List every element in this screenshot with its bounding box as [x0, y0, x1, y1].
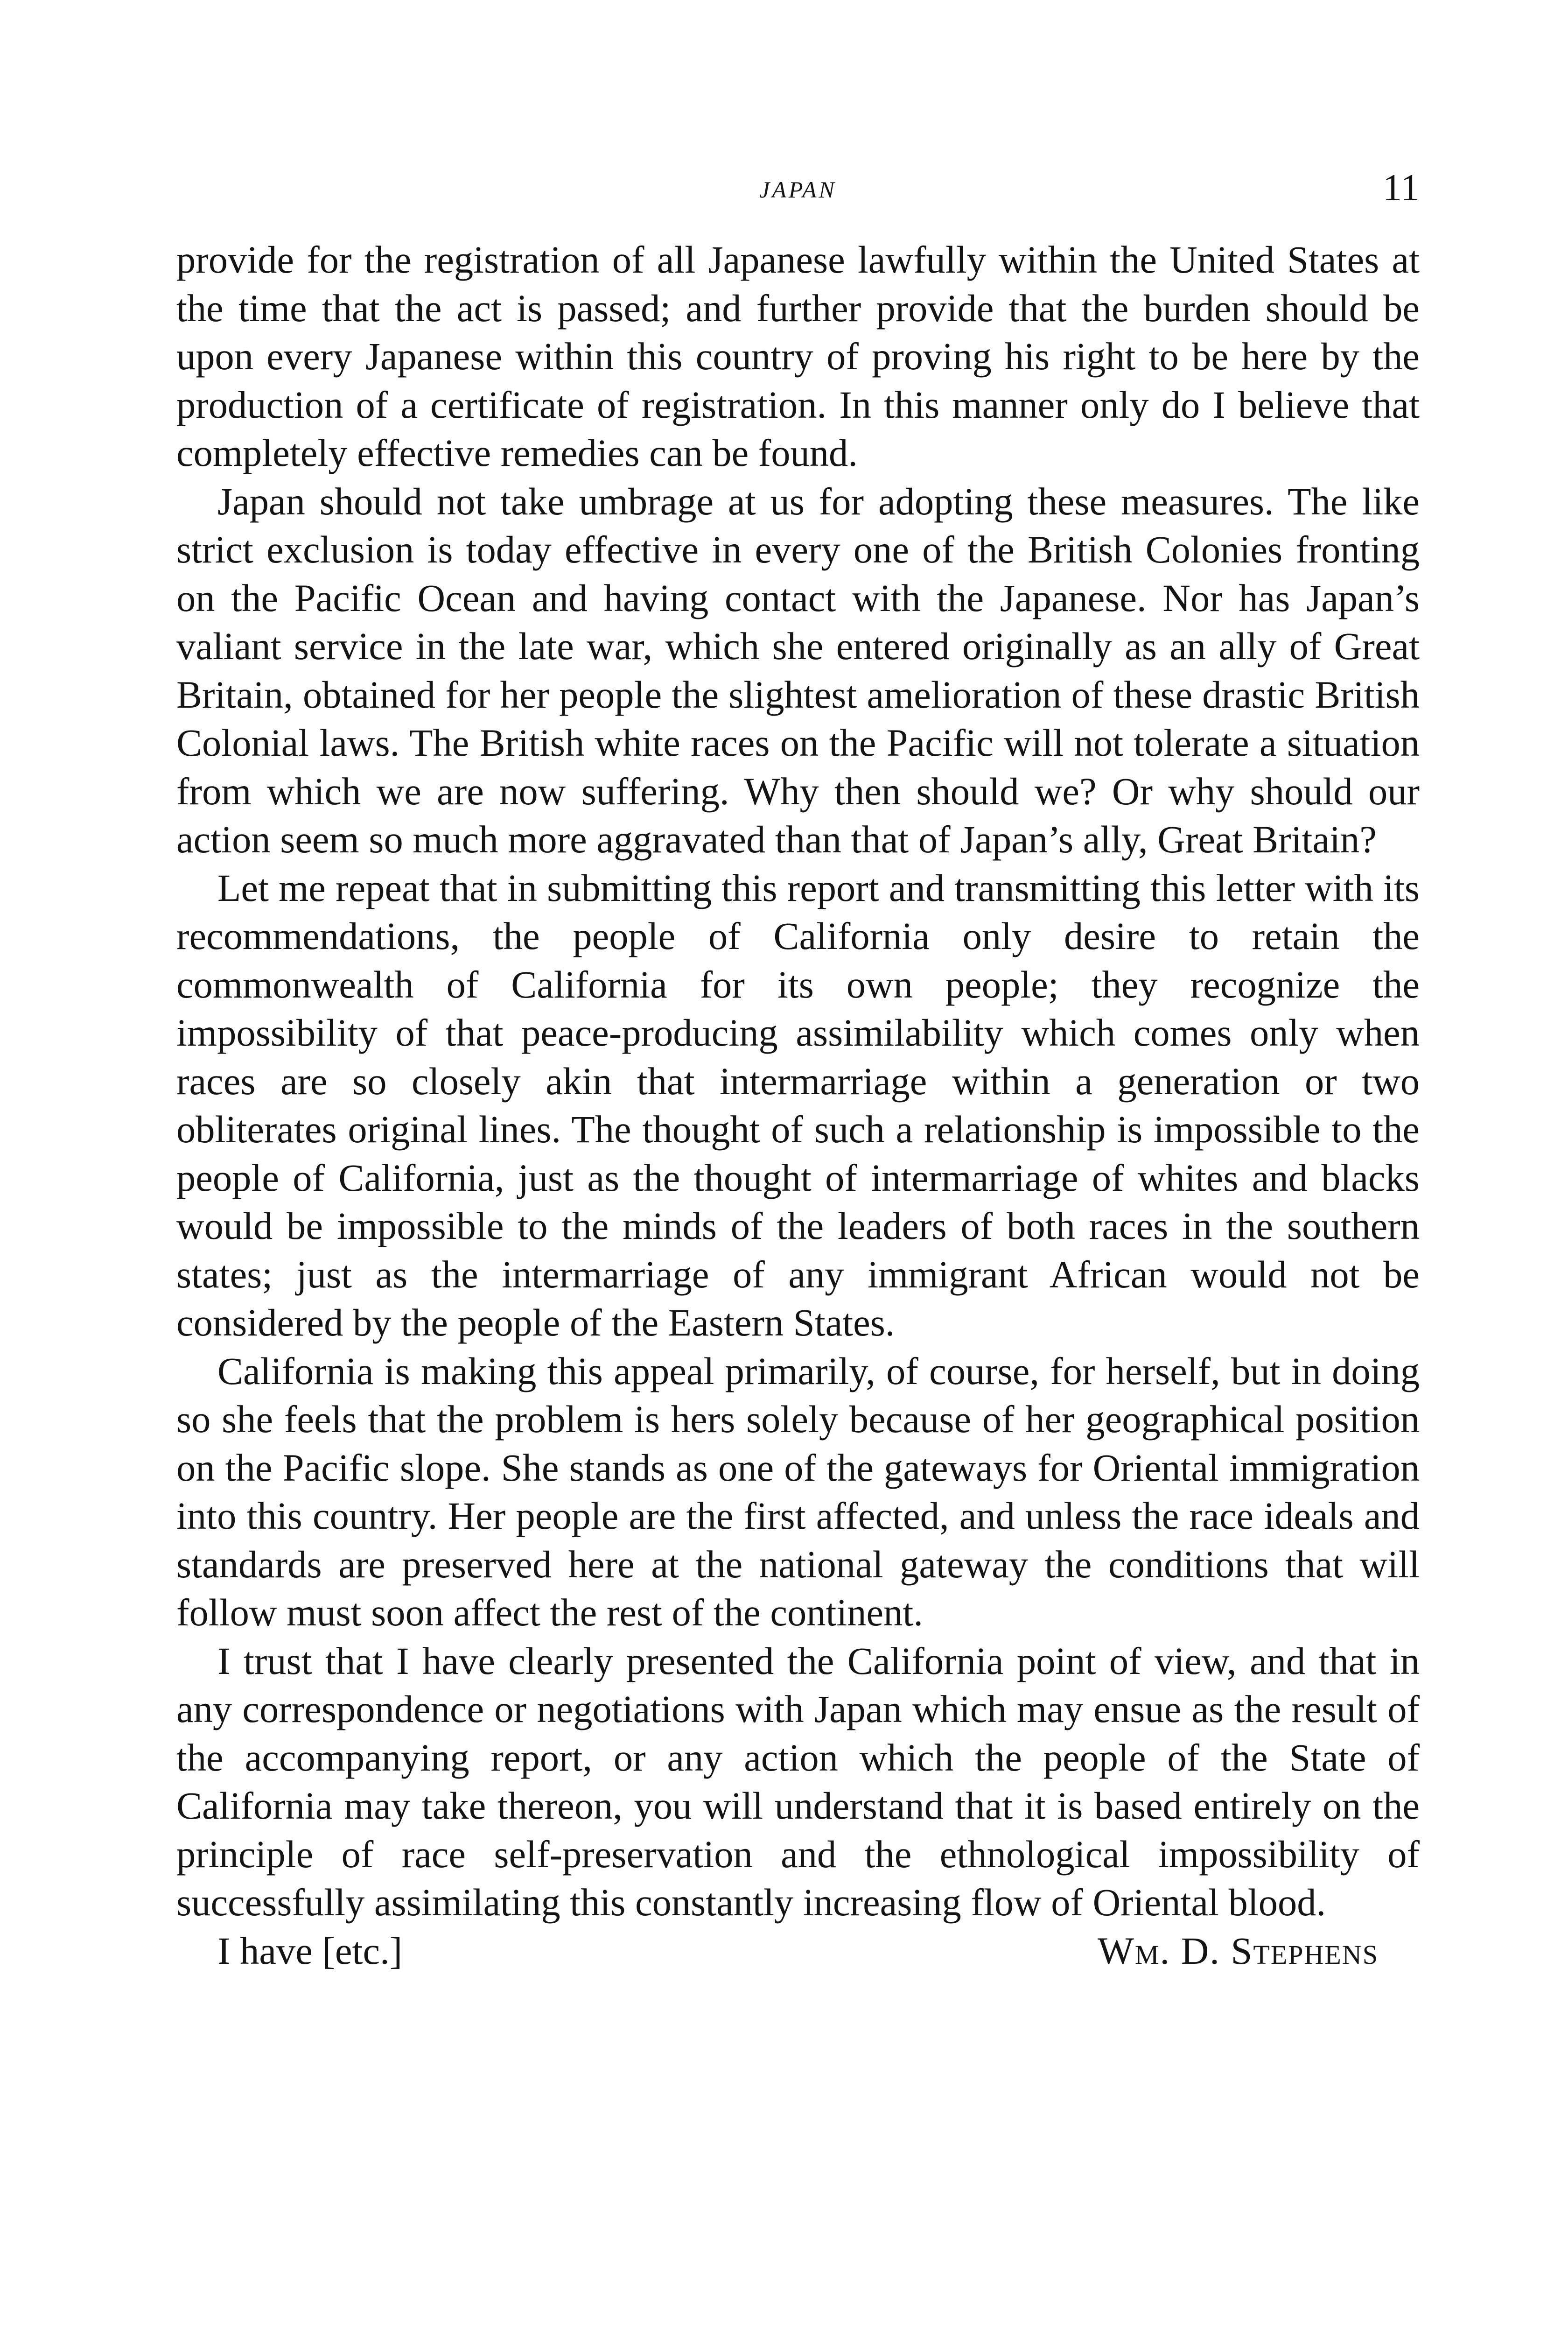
document-page: [176, 166, 1420, 1975]
signature: Wm. D. Stephens: [1098, 1929, 1379, 1972]
running-head: [176, 166, 1420, 212]
page-number: 11: [1383, 166, 1420, 209]
body-text: [176, 236, 1420, 1927]
closing-phrase: I have [etc.]: [217, 1929, 403, 1972]
paragraph-3: Let me repeat that in submitting this report and transmitting this letter with its recommendations, the people of California only desire to retain the commonwealth of California for its own people; they recognize the impossibility of that peace-producing assimilability which comes only when races are so closely akin that intermarriage within a generation or two obliterates original lines. The thought of such a relationship is impossible to the people of California, just as the thought of intermarriage of whites and blacks would be impossible to the minds of the leaders of both races in the southern states; just as the intermarriage of any immigrant African would not be considered by the people of the Eastern States.: [176, 866, 1420, 1344]
running-head-title: JAPAN: [759, 176, 837, 203]
letter-closing: [176, 1927, 1420, 1975]
paragraph-5: I trust that I have clearly presented the California point of view, and that in any correspondence or negotiations with Japan which may ensue as the result of the accompanying report, or any action which the people of the State of California may take thereon, you will understand that it is based entirely on the principle of race self-preservation and the ethnological impossibility of successfully assimilating this constantly increasing flow of Oriental blood.: [176, 1639, 1420, 1924]
paragraph-1: provide for the registration of all Japanese lawfully within the United States at the time that the act is passed; and further provide that the burden should be upon every Japanese within this country of proving his right to be here by the production of a certificate of registration. In this manner only do I believe that completely effective remedies can be found.: [176, 238, 1420, 474]
paragraph-2: Japan should not take umbrage at us for adopting these measures. The like strict exclusion is today effective in every one of the British Colonies fronting on the Pacific Ocean and having contact with the Japanese. Nor has Japan’s valiant service in the late war, which she entered originally as an ally of Great Britain, obtained for her people the slightest amelioration of these drastic British Colonial laws. The British white races on the Pacific will not tolerate a situation from which we are now suffering. Why then should we? Or why should our action seem so much more aggravated than that of Japan’s ally, Great Britain?: [176, 479, 1420, 861]
paragraph-4: California is making this appeal primarily, of course, for herself, but in doing so she feels that the problem is hers solely because of her geographical position on the Pacific slope. She stands as one of the gateways for Oriental immigration into this country. Her people are the first affected, and unless the race ideals and standards are preserved here at the national gateway the conditions that will follow must soon affect the rest of the continent.: [176, 1349, 1420, 1634]
